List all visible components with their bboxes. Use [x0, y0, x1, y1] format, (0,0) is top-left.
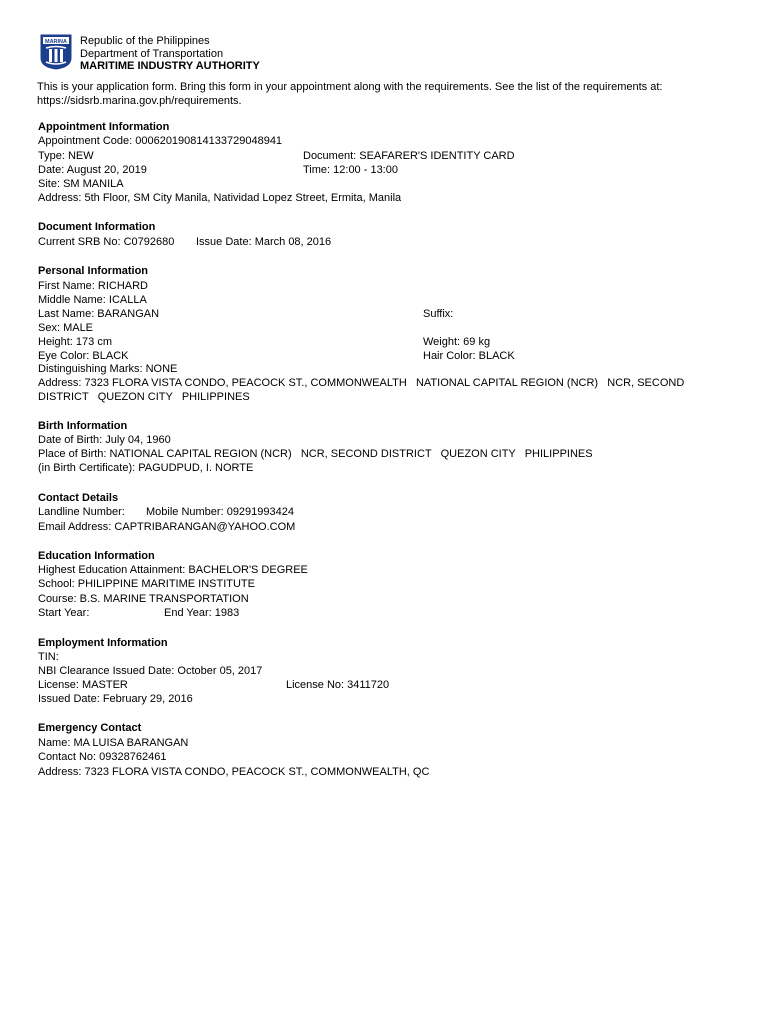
appointment-date: Date: August 20, 2019 [38, 164, 147, 176]
header-department: Department of Transportation [80, 48, 224, 60]
nbi-clearance-date: NBI Clearance Issued Date: October 05, 2017 [38, 665, 263, 677]
svg-text:MARINA: MARINA [45, 39, 67, 45]
weight: Weight: 69 kg [423, 336, 491, 348]
birth-heading: Birth Information [38, 420, 128, 432]
landline-number: Landline Number: [38, 506, 125, 518]
course: Course: B.S. MARINE TRANSPORTATION [38, 593, 249, 605]
start-year: Start Year: [38, 607, 90, 619]
birth-certificate-place: (in Birth Certificate): PAGUDPUD, I. NORTE [38, 462, 254, 474]
header-republic: Republic of the Philippines [80, 35, 210, 47]
emergency-name: Name: MA LUISA BARANGAN [38, 737, 189, 749]
license-number: License No: 3411720 [286, 679, 390, 691]
license-issued-date: Issued Date: February 29, 2016 [38, 693, 193, 705]
srb-issue-date: Issue Date: March 08, 2016 [196, 236, 332, 248]
appointment-code: Appointment Code: 000620190814133729048941 [38, 135, 283, 147]
mobile-number: Mobile Number: 09291993424 [146, 506, 294, 518]
marina-logo [40, 34, 72, 70]
tin: TIN: [38, 651, 59, 663]
appointment-site: Site: SM MANILA [38, 178, 124, 190]
appointment-address: Address: 5th Floor, SM City Manila, Natividad Lopez Street, Ermita, Manila [38, 192, 402, 204]
emergency-heading: Emergency Contact [38, 722, 142, 734]
middle-name: Middle Name: ICALLA [38, 294, 147, 306]
personal-heading: Personal Information [38, 265, 149, 277]
intro-text: This is your application form. Bring this form in your appointment along with the requirements. See the list of the requirements at: https://sidsrb.marina.gov.ph/requirements. [37, 81, 663, 107]
contact-heading: Contact Details [38, 492, 119, 504]
date-of-birth: Date of Birth: July 04, 1960 [38, 434, 171, 446]
appointment-type: Type: NEW [38, 150, 94, 162]
email-address: Email Address: CAPTRIBARANGAN@YAHOO.COM [38, 521, 296, 533]
hair-color: Hair Color: BLACK [423, 350, 515, 362]
sex: Sex: MALE [38, 322, 94, 334]
appointment-time: Time: 12:00 - 13:00 [303, 164, 398, 176]
last-name: Last Name: BARANGAN [38, 308, 160, 320]
education-attainment: Highest Education Attainment: BACHELOR'S DEGREE [38, 564, 308, 576]
appointment-heading: Appointment Information [38, 121, 170, 133]
distinguishing-marks: Distinguishing Marks: NONE [38, 363, 178, 375]
emergency-contact-number: Contact No: 09328762461 [38, 751, 167, 763]
employment-heading: Employment Information [38, 637, 168, 649]
appointment-document: Document: SEAFARER'S IDENTITY CARD [303, 150, 515, 162]
school: School: PHILIPPINE MARITIME INSTITUTE [38, 578, 255, 590]
end-year: End Year: 1983 [164, 607, 240, 619]
suffix: Suffix: [423, 308, 454, 320]
eye-color: Eye Color: BLACK [38, 350, 129, 362]
place-of-birth: Place of Birth: NATIONAL CAPITAL REGION (NCR) NCR, SECOND DISTRICT QUEZON CITY PHILIPPINES [38, 448, 593, 460]
license: License: MASTER [38, 679, 128, 691]
first-name: First Name: RICHARD [38, 280, 149, 292]
emergency-address: Address: 7323 FLORA VISTA CONDO, PEACOCK ST., COMMONWEALTH, QC [38, 766, 430, 778]
height: Height: 173 cm [38, 336, 112, 348]
header-agency: MARITIME INDUSTRY AUTHORITY [80, 60, 260, 72]
personal-address: Address: 7323 FLORA VISTA CONDO, PEACOCK ST., COMMONWEALTH NATIONAL CAPITAL REGION (NCR) NCR, SECOND DISTRICT QUEZON CITY PHILIPPINES [38, 377, 688, 403]
education-heading: Education Information [38, 550, 155, 562]
document-heading: Document Information [38, 221, 156, 233]
current-srb: Current SRB No: C0792680 [38, 236, 175, 248]
